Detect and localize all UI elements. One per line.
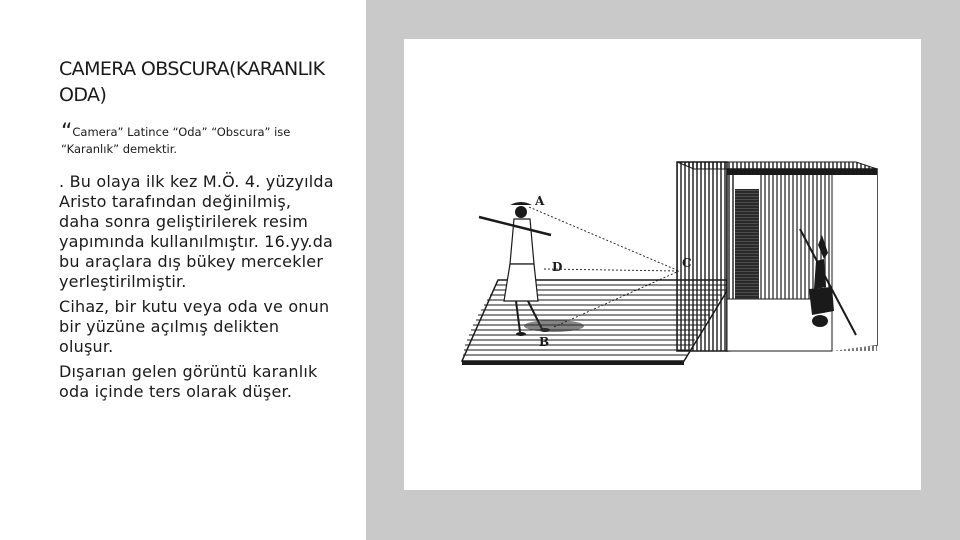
open-quote: “ <box>61 120 73 145</box>
label-c: C <box>682 256 692 270</box>
subtitle-text: Camera” Latince “Oda” “Obscura” ise “Karanlık” demektir. <box>61 125 291 156</box>
camera-obscura-figure <box>404 39 921 490</box>
dark-room-box <box>677 162 877 351</box>
paragraph-device: Cihaz, bir kutu veya oda ve onun bir yüzüne açılmış delikten oluşur. <box>59 297 330 356</box>
body-text <box>59 172 334 407</box>
paragraph-inverted-image: Dışarıan gelen görüntü karanlık oda içinde ters olarak düşer. <box>59 362 318 401</box>
paragraph-history: . Bu olaya ilk kez M.Ö. 4. yüzyılda Aristo tarafından değinilmiş, daha sonra geliştirilerek resim yapımında kullanılmıştır. 16.yy.da bu araçlara dış bükey mercekler yerleştirilmiştir. <box>59 172 334 291</box>
label-a: A <box>535 194 545 208</box>
label-b: B <box>539 335 550 349</box>
slide-subtitle <box>61 120 351 158</box>
back-window <box>735 189 759 299</box>
slide-title: CAMERA OBSCURA(KARANLIK ODA) <box>59 58 325 106</box>
label-d: D <box>552 260 563 274</box>
camera-obscura-illustration <box>404 39 921 490</box>
